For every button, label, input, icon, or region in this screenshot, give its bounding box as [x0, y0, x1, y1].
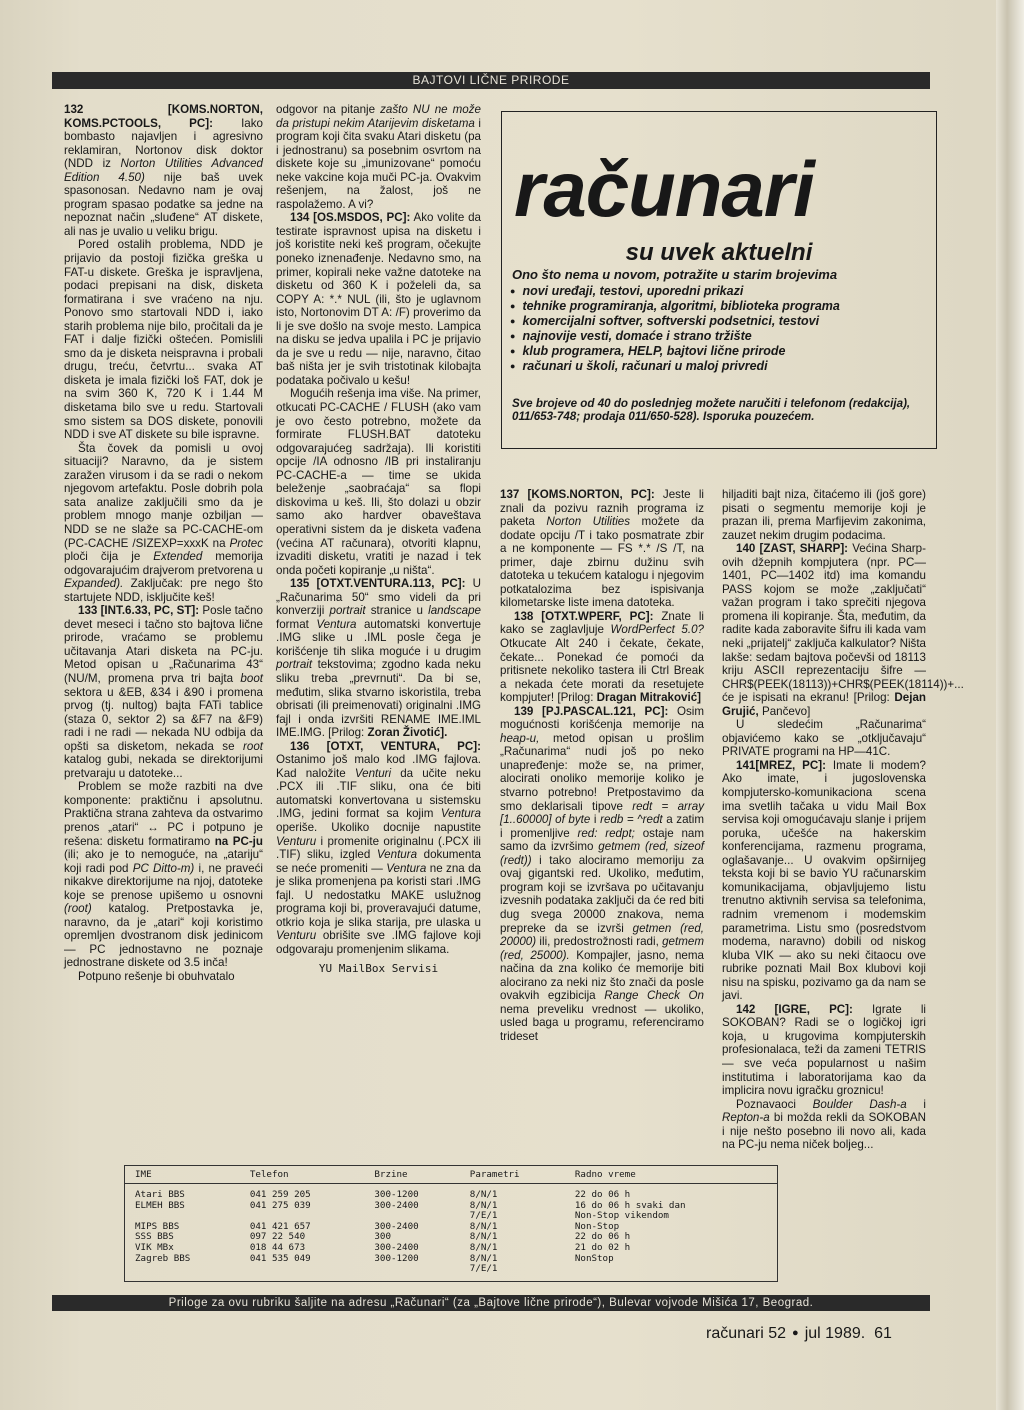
paragraph: 133 [INT.6.33, PC, ST]: Posle tačno devet meseci i tačno sto bajtova lične prirode, vraćamo se problemu učitavanja Atari disketa na PC-ju. Metod opisan u „Računarima 43“ (NU/M, promena prva tri bajta boot sektora u &EB, &34 i &90 i promena prvog (tj. nultog) bajta FATi tablice (staza 0, sektor 2) sa &F7 na &F9) radi i ne radi — nekada NU odbija da opšti sa disketom, nekada se root katalog gubi, nekada se direktorijumi pretvaraju u datoteke... [64, 604, 263, 780]
paragraph: odgovor na pitanje zašto NU ne može da pristupi nekim Atarijevim disketama i program koji čita svaku Atari disketu (pa i jednostranu) sa posebnim osvrtom na diskete koje su „imunizovane“ pomoću neke vakcine koja muči PC-ja. Ovakvim rešenjem, na žalost, još ne raspolažemo. A vi? [276, 103, 482, 211]
table-row [125, 1211, 777, 1222]
bbs-table-box [124, 1165, 778, 1282]
table-row [125, 1222, 777, 1233]
table-cell: 8/N/1 [469, 1231, 498, 1243]
bbs-table-body [125, 1184, 777, 1275]
ad-bullet: ● novi uređaji, testovi, uporedni prikazi [510, 284, 840, 299]
table-cell: MIPS BBS [135, 1220, 180, 1232]
table-cell: 8/N/1 [469, 1220, 498, 1232]
table-cell: 8/N/1 [469, 1241, 498, 1253]
table-cell [364, 1264, 459, 1275]
table-cell: Zagreb BBS [135, 1252, 191, 1264]
table-row [125, 1232, 777, 1243]
table-cell: 8/N/1 [469, 1199, 498, 1211]
table-cell: VIK MBx [135, 1241, 174, 1253]
footer-date: jul 1989. [804, 1325, 866, 1342]
table-cell: 300-2400 [374, 1241, 419, 1253]
table-cell: 7/E/1 [469, 1210, 498, 1222]
bbs-table [125, 1166, 777, 1275]
paragraph: Šta čovek da pomisli u ovoj situaciji? Naravno, da je sistem zaražen virusom i da se radi o nekom njegovom artefaktu. Posle dobrih pola sata analize zaključili smo da je problem mnogo manje ozbiljan — NDD se ne slaže sa PC-CACHE-om (PC-CACHE /SIZEXP=xxxK na Protec ploči čija je Extended memorija odgovarajućim drajverom pretvorena u Expanded). Zaključak: pre nego što startujete NDD, isključite keš! [64, 441, 263, 604]
table-cell: 300 [374, 1231, 391, 1243]
ad-bullet: ● tehnike programiranja, algoritmi, biblioteka programa [510, 299, 840, 314]
bbs-column-header: IME [125, 1166, 240, 1184]
table-cell: 300-1200 [374, 1252, 419, 1264]
column-2 [276, 103, 481, 976]
table-cell: Non-Stop vikendom [574, 1210, 669, 1222]
paragraph: Pored ostalih problema, NDD je prijavio da postoji fizička greška u FAT-u diskete. Greška je ispravljena, podaci prepisani na disk, disketa formatirana i sve vraćeno na nju. Ponovo smo startovali NDD i, iako starih problema nije bilo, pročitali da je FAT i dalje fizički oštećen. Pomislili smo da je disketa neispravna i probali drugu, treću, četvrtu... svaka AT disketa je imala fizički loš FAT, dok je na svim 360 K, 720 K i 1.44 M disketama bilo sve u redu. Startovali smo sistem sa DOS diskete, ponovili NDD i sve AT diskete su bile ispravne. [64, 238, 263, 442]
ad-bullet: ● najnovije vesti, domaće i strano tržište [510, 329, 840, 344]
table-cell: 300-1200 [374, 1189, 419, 1200]
table-row [125, 1184, 777, 1201]
bbs-column-header: Telefon [240, 1166, 365, 1184]
paragraph: Mogućih rešenja ima više. Na primer, otkucati PC-CACHE / FLUSH (ako vam je ovo često potrebno, možete da formirate FLUSH.BAT datoteku odgovarajućeg sadržaja). Ili koristiti opcije /IA odnosno /IB pri instaliranju PC-CACHE-a — time se ukida beleženje „saobraćaja“ sa flopi diskovima u keš. Ili, što dolazi u obzir samo ako hardver obaveštava operativni sistem da je disketa vađena (većina AT računara), otvoriti klapnu, izvaditi disketu, vratiti je nazad i tek onda početi kopiranje „u ništa“. [276, 387, 481, 577]
ad-lead: Ono što nema u novom, potražite u starim brojevima [512, 267, 838, 282]
table-cell: 22 do 06 h [574, 1231, 631, 1243]
table-row [125, 1254, 777, 1265]
bbs-column-header: Radno vreme [565, 1166, 777, 1184]
paragraph: 134 [OS.MSDOS, PC]: Ako volite da testirate ispravnost upisa na disketu i još koristite neki keš program, očekujte poneko iznenađenje. Nedavno smo, na primer, kopirali neke važne datoteke na disketu od 360 K i poželeli da, sa COPY A: *.* NUL (ili, što je uglavnom isto, Nortonovim DT A: /F) proverimo da li je sve došlo na svoje mesto. Lampica na disku se jedva upalila i PC je prijavio da je sve u redu — nije, naravno, čitao baš ništa jer je svih tristotinak kilobajta podataka počivalo u kešu! [276, 211, 481, 387]
ad-bullet-list [510, 284, 840, 374]
column-4 [722, 488, 964, 1152]
footer-magazine: računari 52 [706, 1325, 787, 1342]
column-2-signature: YU MailBox Servisi [318, 962, 439, 976]
paragraph: U sledećim „Računarima“ objavićemo kako se „otključavaju“ PRIVATE programi na HP—41C. [722, 718, 926, 759]
table-cell: 300-2400 [374, 1220, 419, 1232]
table-cell: 097 22 540 [249, 1231, 306, 1243]
page-footer [706, 1325, 892, 1343]
table-cell: 041 275 039 [249, 1199, 311, 1211]
column-3 [500, 488, 704, 1043]
table-cell: ELMEH BBS [135, 1199, 185, 1211]
table-cell: 8/N/1 [469, 1252, 498, 1264]
paragraph: hiljaditi bajt niza, čitaćemo ili (još gore) pisati o segmentu memorije koji je prazan ili, prema Marfijevim zakonima, zauzet nekim drugim podacima. [722, 488, 926, 542]
ad-order-note: Sve brojeve od 40 do poslednjeg možete naručiti i telefonom (redakcija), 011/653-748; prodaja 011/650-528). Isporuka pouzećem. [512, 397, 911, 423]
table-cell: NonStop [574, 1252, 614, 1264]
table-cell: 041 535 049 [249, 1252, 311, 1264]
footer-separator-icon: ● [792, 1327, 799, 1339]
table-cell: 7/E/1 [469, 1263, 498, 1275]
bbs-column-header: Parametri [460, 1166, 565, 1184]
table-cell: 8/N/1 [469, 1189, 498, 1200]
paragraph: 138 [OTXT.WPERF, PC]: Znate li kako se zaglavljuje WordPerfect 5.0? Otkucate Alt 240 i čekate, čekate, čekate... Ponekad će pomoći da pritisnete nekoliko tastera ili Ctrl Break a nekada ćete morati da resetujete kompjuter! [Prilog: Dragan Mitraković] [500, 609, 704, 705]
table-cell: 300-2400 [374, 1199, 419, 1211]
paragraph: 140 [ZAST, SHARP]: Većina Sharp-ovih džepnih kompjutera (npr. PC—1401, PC—1402 itd) ima komandu PASS kojom se može „zaključati“ važan program i tako sprečiti njegova promena ili kopiranje. Šta, međutim, da radite kada zaboravite šifru ili kada vam neki „prijatelj“ zaključa kalkulator? Ništa lakše: sedam bajtova počevši od 18113 kriju ASCII reprezentaciju šifre — CHR$(PEEK(18113))+CHR$(PEEK(18114))+... će je ispisati na ekranu! [Prilog: Dejan Grujić, Pančevo] [722, 542, 964, 718]
table-cell: Non-Stop [574, 1220, 620, 1232]
paragraph: 141[MREZ, PC]: Imate li modem? Ako imate, i jugoslovenska kompjutersko-komunikaciona scena ima svetlih tačaka u vidu Mail Box servisa koji omogućavaju slanje i prijem poruka, učešće na hakerskim konferencijama, razmenu programa, oglašavanje... U ovakvim opširnijeg teksta koji bi se bavio YU računarskim komunikacijama, objavljujemo listu trenutno aktivnih servisa sa telefonima, radnim vremenom i modemskim parametrima. Listu smo (posredstvom modema, naravno) dobili od niskog kluba VIK — ako su neki čitaocu ove rubrike poznati Mail Box klubovi koji nisu na spisku, pozivamo ga da nam se javi. [722, 758, 926, 1003]
ad-bullet: ● klub programera, HELP, bajtovi lične prirode [510, 344, 840, 359]
ad-headline: računari [514, 145, 814, 233]
section-header: BAJTOVI LIČNE PRIRODE [52, 72, 930, 89]
subscription-ad [501, 111, 937, 449]
bbs-column-header: Brzine [364, 1166, 459, 1184]
table-cell: 018 44 673 [249, 1241, 306, 1253]
table-cell: 041 421 657 [249, 1220, 311, 1232]
column-1 [64, 103, 263, 984]
submission-address-bar: Priloge za ovu rubriku šaljite na adresu „Računari“ (za „Bajtove lične prirode“), Bulevar vojvode Mišića 17, Beograd. [52, 1295, 930, 1311]
footer-page-number: 61 [874, 1325, 892, 1342]
ad-bullet: ● komercijalni softver, softverski podsetnici, testovi [510, 314, 840, 329]
table-cell: SSS BBS [135, 1231, 174, 1243]
table-cell: 16 do 06 h svaki dan [574, 1199, 686, 1211]
paragraph: Poznavaoci Boulder Dash-a i Repton-a bi možda rekli da SOKOBAN i nije nešto posebno ili novo ali, kada na PC-ju nema niček boljeg... [722, 1097, 926, 1152]
paragraph: 136 [OTXT, VENTURA, PC]: Ostanimo još malo kod .IMG fajlova. Kad naložite Venturi da učite neku .PCX ili .TIF sliku, ona će biti automatski konvertovana u sistemsku .IMG, jedini format sa kojim Ventura operiše. Ukoliko docnije napustite Venturu i promenite originalnu (.PCX ili .TIF) sliku, izgled Ventura dokumenta se neće promeniti — Ventura ne zna da je slika promenjena pa koristi stari .IMG fajl. U nedostatku MAKE uslužnog programa koji bi, proveravajući datume, otkrio koja je slika starija, pre ulaska u Venturu obrišite sve .IMG fajlove koji odgovaraju promenjenim slikama. [276, 739, 481, 956]
table-cell: Atari BBS [135, 1189, 185, 1200]
page-edge [996, 0, 1024, 1410]
paragraph: 137 [KOMS.NORTON, PC]: Jeste li znali da pozivu raznih programa iz paketa Norton Utilities možete da dodate opciju /T i tako posmatrate zbir a ne komponente — FS *.* /S /T, na primer, daje zbirnu dužinu svih datoteka u tekućem katalogu i njegovim potkatalozima bez ispisivanja kilometarske liste imena datoteka. [500, 488, 704, 610]
table-row [125, 1264, 777, 1275]
paragraph: 139 [PJ.PASCAL.121, PC]: Osim mogućnosti korišćenja memorije na heap-u, metod opisan u prošlim „Računarima“ nudi još po neko unapređenje: može se, na primer, alocirati onoliko memorije koliko je stvarno potrebno! Pretpostavimo da smo deklarisali tipove redt = array [1..60000] of byte i redb = ^redt a zatim i promenljive red: redpt; ostaje nam samo da izvršimo getmem (red, sizeof (redt)) i tako alociramo memoriju za ovaj gigantski red. Ukoliko, međutim, program koji se izvršava po učitavanju izvesnih podataka zaključi da će red biti dug svega 20000 znakova, nema prepreke da se izvrši getmen (red, 20000) ili, predostrožnosti radi, getmem (red, 25000). Kompajler, jasno, nema načina da zna koliko će memorije biti alocirano za neki niz što znači da posle ovakvih egzibicija Range Check On nema preveliku vrednost — ukoliko, usled baga u programu, referenciramo trideset [500, 704, 705, 1043]
table-cell: 041 259 205 [249, 1189, 311, 1200]
table-row [125, 1243, 777, 1254]
column-2-body [276, 103, 481, 956]
paragraph: Potpuno rešenje bi obuhvatalo [78, 970, 235, 983]
ad-subheadline: su uvek aktuelni [625, 239, 813, 266]
paragraph: 132 [KOMS.NORTON, KOMS.PCTOOLS, PC]: Iako bombasto najavljen i agresivno reklamiran, Nortonov disk doktor (NDD iz Norton Utilities Advanced Edition 4.50) nije baš uvek spasonosan. Nedavno nam je ovaj program spasao podatke sa jedne na nepoznat način „sluđene“ AT diskete, ali nas je uvalio u veliku brigu. [64, 103, 263, 238]
table-cell [565, 1264, 777, 1275]
table-row [125, 1201, 777, 1212]
table-cell: 21 do 02 h [574, 1241, 631, 1253]
paragraph: Problem se može razbiti na dve komponente: praktičnu i apsolutnu. Praktična strana zahteva da ostvarimo prenos „atari“ ↔ PC i potpuno je rešena: disketu formatiramo na PC-ju (ili; ako je to nemoguće, na „atariju“ koji radi pod PC Ditto-m) i, ne praveći nikakve direktorijume na njoj, datoteke koje se prenose upišemo u osnovni (root) katalog. Pretpostavka je, naravno, da je „atari“ koji koristimo opremljen dvostranom disk jedinicom — PC jednostavno ne poznaje jednostrane diskete od 3.5 inča! [64, 780, 263, 970]
paragraph: 142 [IGRE, PC]: Igrate li SOKOBAN? Radi se o logičkoj igri koja, u krugovima kompjuterskih profesionalaca, teži da zameni TETRIS — sve veća popularnost u našim institutima i laboratorijama kao da implicira novu igračku groznicu! [722, 1002, 926, 1098]
bbs-table-header [125, 1166, 777, 1184]
ad-bullet: ● računari u školi, računari u maloj privredi [510, 359, 840, 374]
table-cell: 22 do 06 h [574, 1189, 631, 1200]
table-cell [125, 1264, 240, 1275]
table-cell [240, 1264, 365, 1275]
paragraph: 135 [OTXT.VENTURA.113, PC]: U „Računarima 50“ smo videli da pri konverziji portrait stranice u landscape format Ventura automatski konvertuje .IMG slike u .IML posle čega je korišćenje tih slika moguće i u drugim portrait tekstovima; zgodno kada neku sliku treba „prevrnuti“. Da bi se, međutim, slika stvarno iskoristila, treba obrisati (ili preimenovati) originalni .IMG fajl i onda izvršiti RENAME IME.IML IME.IMG. [Prilog: Zoran Životić]. [276, 577, 481, 740]
